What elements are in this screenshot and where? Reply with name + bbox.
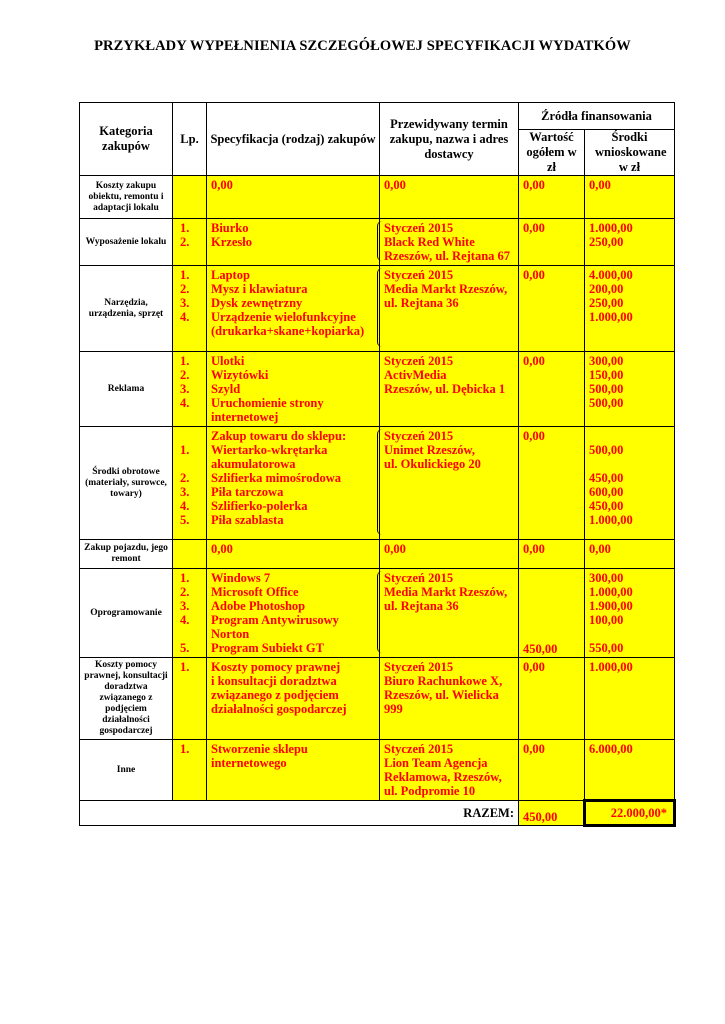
- own-cell: [519, 219, 585, 266]
- supplier-line: Styczeń 2015: [384, 742, 454, 756]
- own-cell: [519, 427, 585, 540]
- own-line: 0,00: [523, 429, 545, 443]
- items-line: Stworzenie sklepu: [211, 742, 308, 756]
- lp-line: [180, 627, 206, 641]
- category-cell: [80, 569, 173, 658]
- own-line: 450,00: [523, 642, 558, 656]
- category-label: Inne: [116, 764, 136, 775]
- lp-line: 1.: [180, 354, 190, 368]
- lp-cell: [173, 219, 207, 266]
- supplier-cell: [380, 266, 519, 352]
- lp-line: 1.: [180, 221, 190, 235]
- items-line: Szyld: [211, 382, 241, 396]
- supplier-line: Styczeń 2015: [384, 429, 454, 443]
- grant-line: [589, 429, 670, 443]
- lp-line: 1.: [180, 443, 190, 457]
- items-line: Zakup towaru do sklepu:: [211, 429, 347, 443]
- total-grant: 22.000,00*: [585, 801, 675, 826]
- own-line: 0,00: [523, 268, 545, 282]
- header-own: Wartość ogółem w zł: [519, 130, 585, 176]
- page-title: PRZYKŁADY WYPEŁNIENIA SZCZEGÓŁOWEJ SPECYFIKACJI WYDATKÓW: [94, 38, 631, 54]
- grant-line: 6.000,00: [589, 742, 633, 756]
- grant-line: 450,00: [589, 499, 624, 513]
- category-label: Narzędzia, urządzenia, sprzęt: [88, 297, 164, 319]
- items-line: Ulotki: [211, 354, 245, 368]
- supplier-line: Rzeszów, ul. Dębicka 1: [384, 382, 506, 396]
- items-line: internetowego: [211, 756, 287, 770]
- grant-line: 1.000,00: [589, 310, 633, 324]
- grant-line: 550,00: [589, 641, 624, 655]
- own-line: 0,00: [523, 742, 545, 756]
- lp-cell: [173, 176, 207, 219]
- category-label: Reklama: [107, 383, 145, 394]
- brace-bracket: [377, 268, 383, 347]
- items-line: Urządzenie wielofunkcyjne: [211, 310, 356, 324]
- spec-cell: [207, 569, 380, 658]
- table-row: [80, 176, 675, 219]
- lp-cell: [173, 427, 207, 540]
- supplier-line: Styczeń 2015: [384, 354, 454, 368]
- lp-cell: [173, 352, 207, 427]
- lp-line: 2.: [180, 282, 190, 296]
- table-row: [80, 569, 675, 658]
- supplier-line: ul. Okulickiego 20: [384, 457, 481, 471]
- spec-cell: [207, 540, 380, 569]
- category-cell: [80, 266, 173, 352]
- items-line: Laptop: [211, 268, 250, 282]
- supplier-line: 0,00: [384, 542, 406, 556]
- grant-line: 0,00: [589, 542, 611, 556]
- grant-line: 150,00: [589, 368, 624, 382]
- own-line: 0,00: [523, 221, 545, 235]
- spec-cell: [207, 219, 380, 266]
- lp-line: 1.: [180, 742, 190, 756]
- table-row: [80, 427, 675, 540]
- items-line: Windows 7: [211, 571, 271, 585]
- table-row: [80, 219, 675, 266]
- own-cell: [519, 569, 585, 658]
- supplier-line: 999: [384, 702, 403, 716]
- grant-line: 450,00: [589, 471, 624, 485]
- supplier-line: Styczeń 2015: [384, 660, 454, 674]
- grant-cell: [585, 569, 675, 658]
- supplier-cell: [380, 658, 519, 740]
- category-label: Środki obrotowe (materiały, surowce, towary): [85, 466, 167, 499]
- items-line: Wiertarko-wkrętarka: [211, 443, 328, 457]
- supplier-line: Unimet Rzeszów,: [384, 443, 475, 457]
- grant-line: 1.000,00: [589, 585, 633, 599]
- grant-cell: [585, 427, 675, 540]
- items-line: Piła tarczowa: [211, 485, 284, 499]
- grant-line: 1.000,00: [589, 221, 633, 235]
- lp-line: 3.: [180, 599, 190, 613]
- items-line: Piła szablasta: [211, 513, 284, 527]
- grant-line: 300,00: [589, 571, 624, 585]
- spec-cell: [207, 352, 380, 427]
- grant-line: 0,00: [589, 178, 611, 192]
- grant-line: 500,00: [589, 396, 624, 410]
- own-cell: [519, 740, 585, 801]
- supplier-line: Styczeń 2015: [384, 221, 454, 235]
- lp-line: [180, 429, 206, 443]
- supplier-line: ul. Podpromie 10: [384, 784, 476, 798]
- items-line: 0,00: [211, 542, 233, 556]
- header-grant: Środki wnioskowane w zł: [585, 130, 675, 176]
- supplier-line: 0,00: [384, 178, 406, 192]
- grant-line: 250,00: [589, 296, 624, 310]
- category-label: Koszty zakupu obiektu, remontu i adaptacji lokalu: [88, 180, 164, 213]
- own-cell: [519, 352, 585, 427]
- own-line: 0,00: [523, 178, 545, 192]
- category-label: Oprogramowanie: [90, 607, 162, 618]
- grant-line: 1.000,00: [589, 660, 633, 674]
- supplier-line: Styczeń 2015: [384, 571, 454, 585]
- header-lp: Lp.: [173, 103, 207, 176]
- table-row: [80, 740, 675, 801]
- lp-line: 3.: [180, 296, 190, 310]
- category-cell: [80, 219, 173, 266]
- expense-table: [79, 102, 676, 827]
- own-cell: [519, 540, 585, 569]
- header-category: Kategoria zakupów: [80, 103, 173, 176]
- own-line: 0,00: [523, 542, 545, 556]
- own-cell: [519, 176, 585, 219]
- header-spec: Specyfikacja (rodzaj) zakupów: [207, 103, 380, 176]
- lp-cell: [173, 540, 207, 569]
- own-cell: [519, 266, 585, 352]
- supplier-line: Media Markt Rzeszów,: [384, 282, 508, 296]
- lp-line: 1.: [180, 571, 190, 585]
- total-own: 450,00: [519, 801, 585, 826]
- grant-cell: [585, 266, 675, 352]
- lp-line: 4.: [180, 310, 190, 324]
- grant-line: 600,00: [589, 485, 624, 499]
- grant-line: 500,00: [589, 382, 624, 396]
- supplier-cell: [380, 219, 519, 266]
- category-label: Wyposażenie lokalu: [85, 236, 167, 247]
- items-line: Szlifierka mimośrodowa: [211, 471, 341, 485]
- items-line: (drukarka+skane+kopiarka): [211, 324, 365, 338]
- spec-cell: [207, 740, 380, 801]
- spec-cell: [207, 427, 380, 540]
- items-line: 0,00: [211, 178, 233, 192]
- supplier-cell: [380, 569, 519, 658]
- supplier-line: ActivMedia: [384, 368, 447, 382]
- own-line: 0,00: [523, 660, 545, 674]
- supplier-cell: [380, 427, 519, 540]
- supplier-line: Lion Team Agencja: [384, 756, 488, 770]
- items-line: akumulatorowa: [211, 457, 296, 471]
- items-line: Program Antywirusowy: [211, 613, 339, 627]
- items-line: i konsultacji doradztwa: [211, 674, 337, 688]
- grant-line: 1.900,00: [589, 599, 633, 613]
- items-line: Norton: [211, 627, 250, 641]
- spec-cell: [207, 176, 380, 219]
- supplier-line: ul. Rejtana 36: [384, 599, 459, 613]
- grant-line: 300,00: [589, 354, 624, 368]
- grant-cell: [585, 219, 675, 266]
- spec-cell: [207, 658, 380, 740]
- lp-cell: [173, 740, 207, 801]
- grant-line: [589, 457, 670, 471]
- spec-cell: [207, 266, 380, 352]
- lp-line: 5.: [180, 513, 190, 527]
- header-sources: Źródła finansowania: [519, 103, 675, 130]
- grant-line: 500,00: [589, 443, 624, 457]
- grant-cell: [585, 740, 675, 801]
- category-cell: [80, 658, 173, 740]
- lp-cell: [173, 658, 207, 740]
- items-line: Szlifierko-polerka: [211, 499, 308, 513]
- items-line: Microsoft Office: [211, 585, 299, 599]
- items-line: Wizytówki: [211, 368, 269, 382]
- lp-line: [180, 457, 206, 471]
- grant-line: 4.000,00: [589, 268, 633, 282]
- lp-cell: [173, 569, 207, 658]
- supplier-cell: [380, 540, 519, 569]
- items-line: Mysz i klawiatura: [211, 282, 308, 296]
- supplier-line: Rzeszów, ul. Rejtana 67: [384, 249, 511, 263]
- items-line: Program Subiekt GT: [211, 641, 324, 655]
- grant-line: 100,00: [589, 613, 624, 627]
- own-line: 0,00: [523, 354, 545, 368]
- lp-line: 2.: [180, 471, 190, 485]
- supplier-line: Styczeń 2015: [384, 268, 454, 282]
- header-term: Przewidywany termin zakupu, nazwa i adres dostawcy: [380, 103, 519, 176]
- items-line: Koszty pomocy prawnej: [211, 660, 341, 674]
- category-cell: [80, 352, 173, 427]
- table-row: [80, 352, 675, 427]
- total-row: [80, 801, 675, 826]
- items-line: Adobe Photoshop: [211, 599, 306, 613]
- category-cell: [80, 540, 173, 569]
- lp-cell: [173, 266, 207, 352]
- own-cell: [519, 658, 585, 740]
- grant-cell: [585, 352, 675, 427]
- supplier-cell: [380, 176, 519, 219]
- lp-line: 4.: [180, 499, 190, 513]
- brace-bracket: [377, 221, 383, 261]
- grant-cell: [585, 176, 675, 219]
- lp-line: 1.: [180, 268, 190, 282]
- supplier-line: Reklamowa, Rzeszów,: [384, 770, 502, 784]
- supplier-cell: [380, 352, 519, 427]
- lp-line: 3.: [180, 382, 190, 396]
- items-line: Dysk zewnętrzny: [211, 296, 303, 310]
- items-line: działalności gospodarczej: [211, 702, 347, 716]
- table-row: [80, 540, 675, 569]
- category-cell: [80, 740, 173, 801]
- category-label: Koszty pomocy prawnej, konsultacji doradztwa związanego z podjęciem działalności gospodarczej: [84, 660, 168, 736]
- items-line: Uruchomienie strony: [211, 396, 324, 410]
- table-body: [80, 176, 675, 801]
- lp-line: 5.: [180, 641, 190, 655]
- table-row: [80, 658, 675, 740]
- items-line: związanego z podjęciem: [211, 688, 339, 702]
- supplier-line: Black Red White: [384, 235, 475, 249]
- brace-bracket: [377, 429, 383, 535]
- lp-line: 2.: [180, 585, 190, 599]
- lp-line: 1.: [180, 660, 190, 674]
- items-line: Biurko: [211, 221, 249, 235]
- lp-line: 2.: [180, 235, 190, 249]
- category-label: Zakup pojazdu, jego remont: [84, 543, 168, 564]
- lp-line: 2.: [180, 368, 190, 382]
- supplier-cell: [380, 740, 519, 801]
- grant-line: 250,00: [589, 235, 624, 249]
- items-line: internetowej: [211, 410, 279, 424]
- supplier-line: Biuro Rachunkowe X,: [384, 674, 503, 688]
- lp-line: 3.: [180, 485, 190, 499]
- grant-cell: [585, 540, 675, 569]
- grant-line: 1.000,00: [589, 513, 633, 527]
- supplier-line: ul. Rejtana 36: [384, 296, 459, 310]
- brace-bracket: [377, 571, 383, 653]
- grant-line: [589, 627, 670, 641]
- supplier-line: Media Markt Rzeszów,: [384, 585, 508, 599]
- supplier-line: Rzeszów, ul. Wielicka: [384, 688, 499, 702]
- category-cell: [80, 176, 173, 219]
- lp-line: 4.: [180, 613, 190, 627]
- grant-cell: [585, 658, 675, 740]
- grant-line: 200,00: [589, 282, 624, 296]
- category-cell: [80, 427, 173, 540]
- table-row: [80, 266, 675, 352]
- items-line: Krzesło: [211, 235, 252, 249]
- lp-line: 4.: [180, 396, 190, 410]
- total-label: RAZEM:: [80, 801, 519, 826]
